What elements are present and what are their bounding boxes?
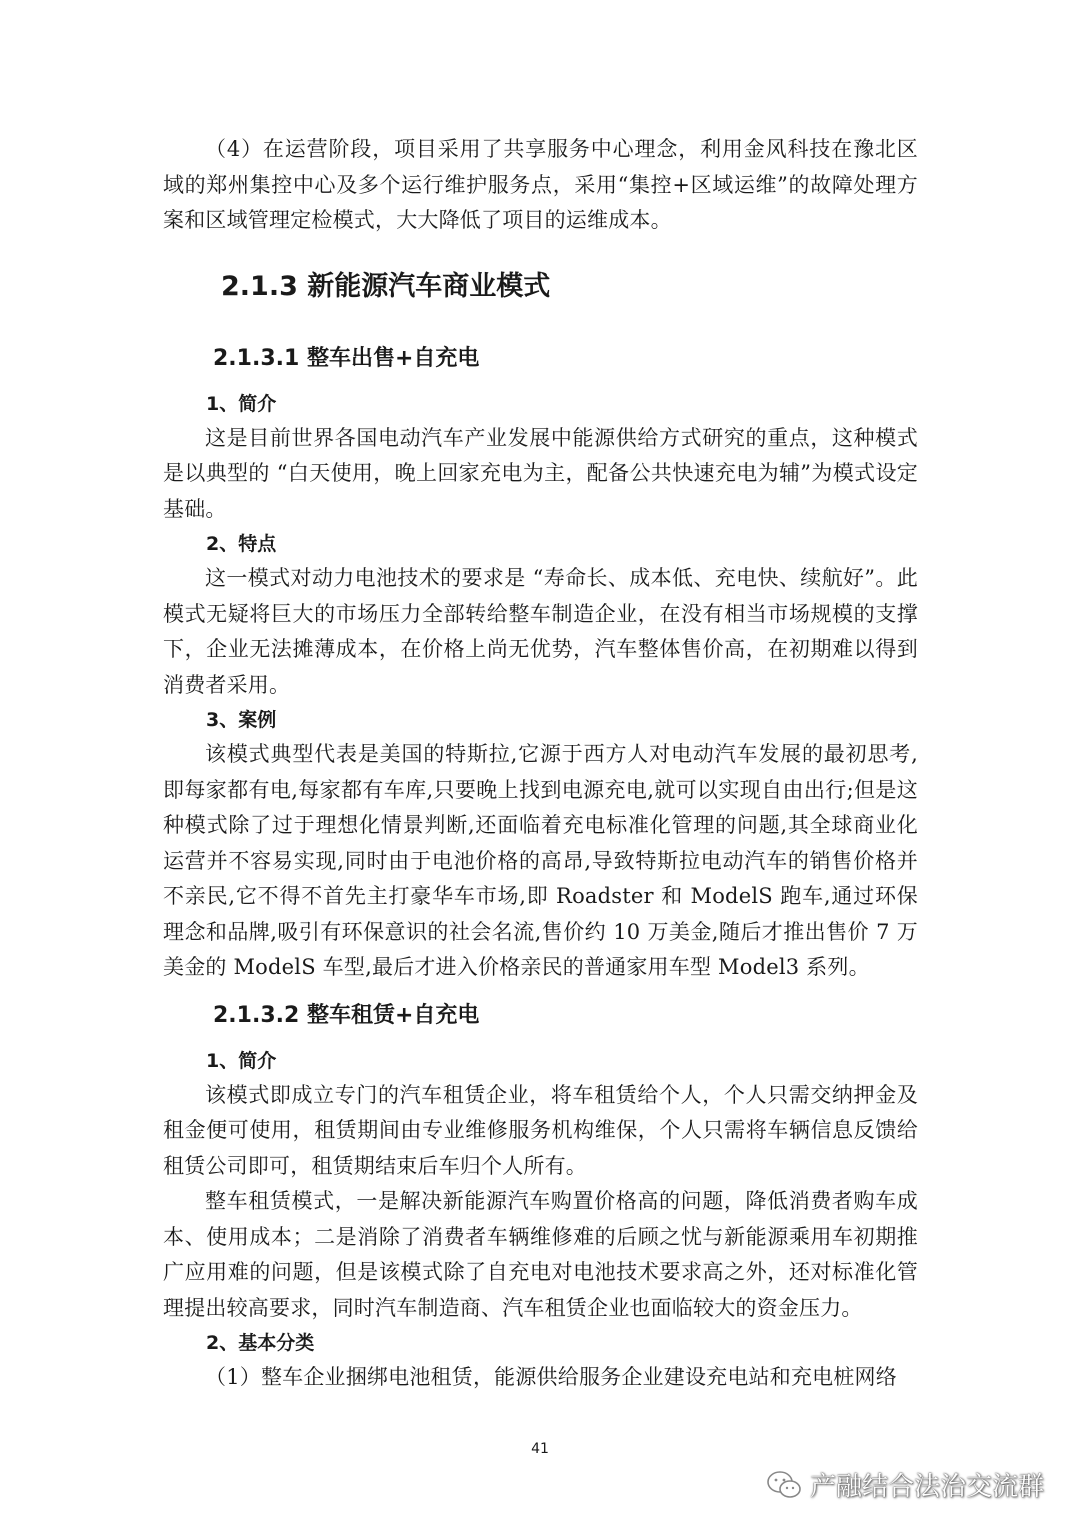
paragraph-category-item-1: （1）整车企业捆绑电池租赁，能源供给服务企业建设充电站和充电桩网络 [205, 1365, 897, 1389]
subheading-case: 3、案例 [206, 709, 277, 731]
intro-paragraph: （4）在运营阶段，项目采用了共享服务中心理念，利用金风科技在豫北区域的郑州集控中心及多个运行维护服务点，采用“集控+区域运维”的故障处理方案和区域管理定检模式，大大降低了项目的运维成本。 [163, 137, 918, 232]
section-heading-2-1-3-2: 2.1.3.2 整车租赁+自充电 [213, 1002, 480, 1028]
watermark-text: 产融结合法治交流群 [809, 1472, 1044, 1502]
section-heading-2-1-3: 2.1.3 新能源汽车商业模式 [221, 270, 551, 302]
paragraph-intro-2b: 整车租赁模式，一是解决新能源汽车购置价格高的问题，降低消费者购车成本、使用成本；二是消除了消费者车辆维修难的后顾之忧与新能源乘用车初期推广应用难的问题，但是该模式除了自充电对电池技术要求高之外，还对标准化管理提出较高要求，同时汽车制造商、汽车租赁企业也面临较大的资金压力。 [163, 1189, 918, 1320]
paragraph-case: 该模式典型代表是美国的特斯拉,它源于西方人对电动汽车发展的最初思考,即每家都有电,每家都有车库,只要晚上找到电源充电,就可以实现自由出行;但是这种模式除了过于理想化情景判断,还面临着充电标准化管理的问题,其全球商业化运营并不容易实现,同时由于电池价格的高昂,导致特斯拉电动汽车的销售价格并不亲民,它不得不首先主打豪华车市场,即 Roadster 和 ModelS 跑车,通过环保理念和品牌,吸引有环保意识的社会名流,售价约 10 万美金,随后才推出售价 7 万美金的 ModelS 车型,最后才进入价格亲民的普通家用车型 Model3 系列。 [163, 742, 918, 979]
section-heading-2-1-3-1: 2.1.3.1 整车出售+自充电 [213, 345, 480, 371]
subheading-categories: 2、基本分类 [206, 1332, 315, 1354]
subheading-features: 2、特点 [206, 533, 277, 555]
paragraph-intro: 这是目前世界各国电动汽车产业发展中能源供给方式研究的重点，这种模式是以典型的 “白天使用，晚上回家充电为主，配备公共快速充电为辅”为模式设定基础。 [163, 425, 918, 521]
paragraph-intro-2a: 该模式即成立专门的汽车租赁企业，将车租赁给个人，个人只需交纳押金及租金便可使用，租赁期间由专业维修服务机构维保，个人只需将车辆信息反馈给租赁公司即可，租赁期结束后车归个人所有。 [163, 1082, 918, 1178]
page-content [163, 132, 918, 1396]
subheading-intro-2: 1、简介 [206, 1049, 277, 1072]
watermark [766, 1466, 1044, 1503]
subheading-intro: 1、简介 [206, 392, 277, 415]
paragraph-features: 这一模式对动力电池技术的要求是 “寿命长、成本低、充电快、续航好”。此模式无疑将巨大的市场压力全部转给整车制造企业，在没有相当市场规模的支撑下，企业无法摊薄成本，在价格上尚无优势，汽车整体售价高，在初期难以得到消费者采用。 [163, 566, 918, 697]
wechat-icon [766, 1469, 802, 1501]
page-number: 41 [531, 1441, 549, 1457]
